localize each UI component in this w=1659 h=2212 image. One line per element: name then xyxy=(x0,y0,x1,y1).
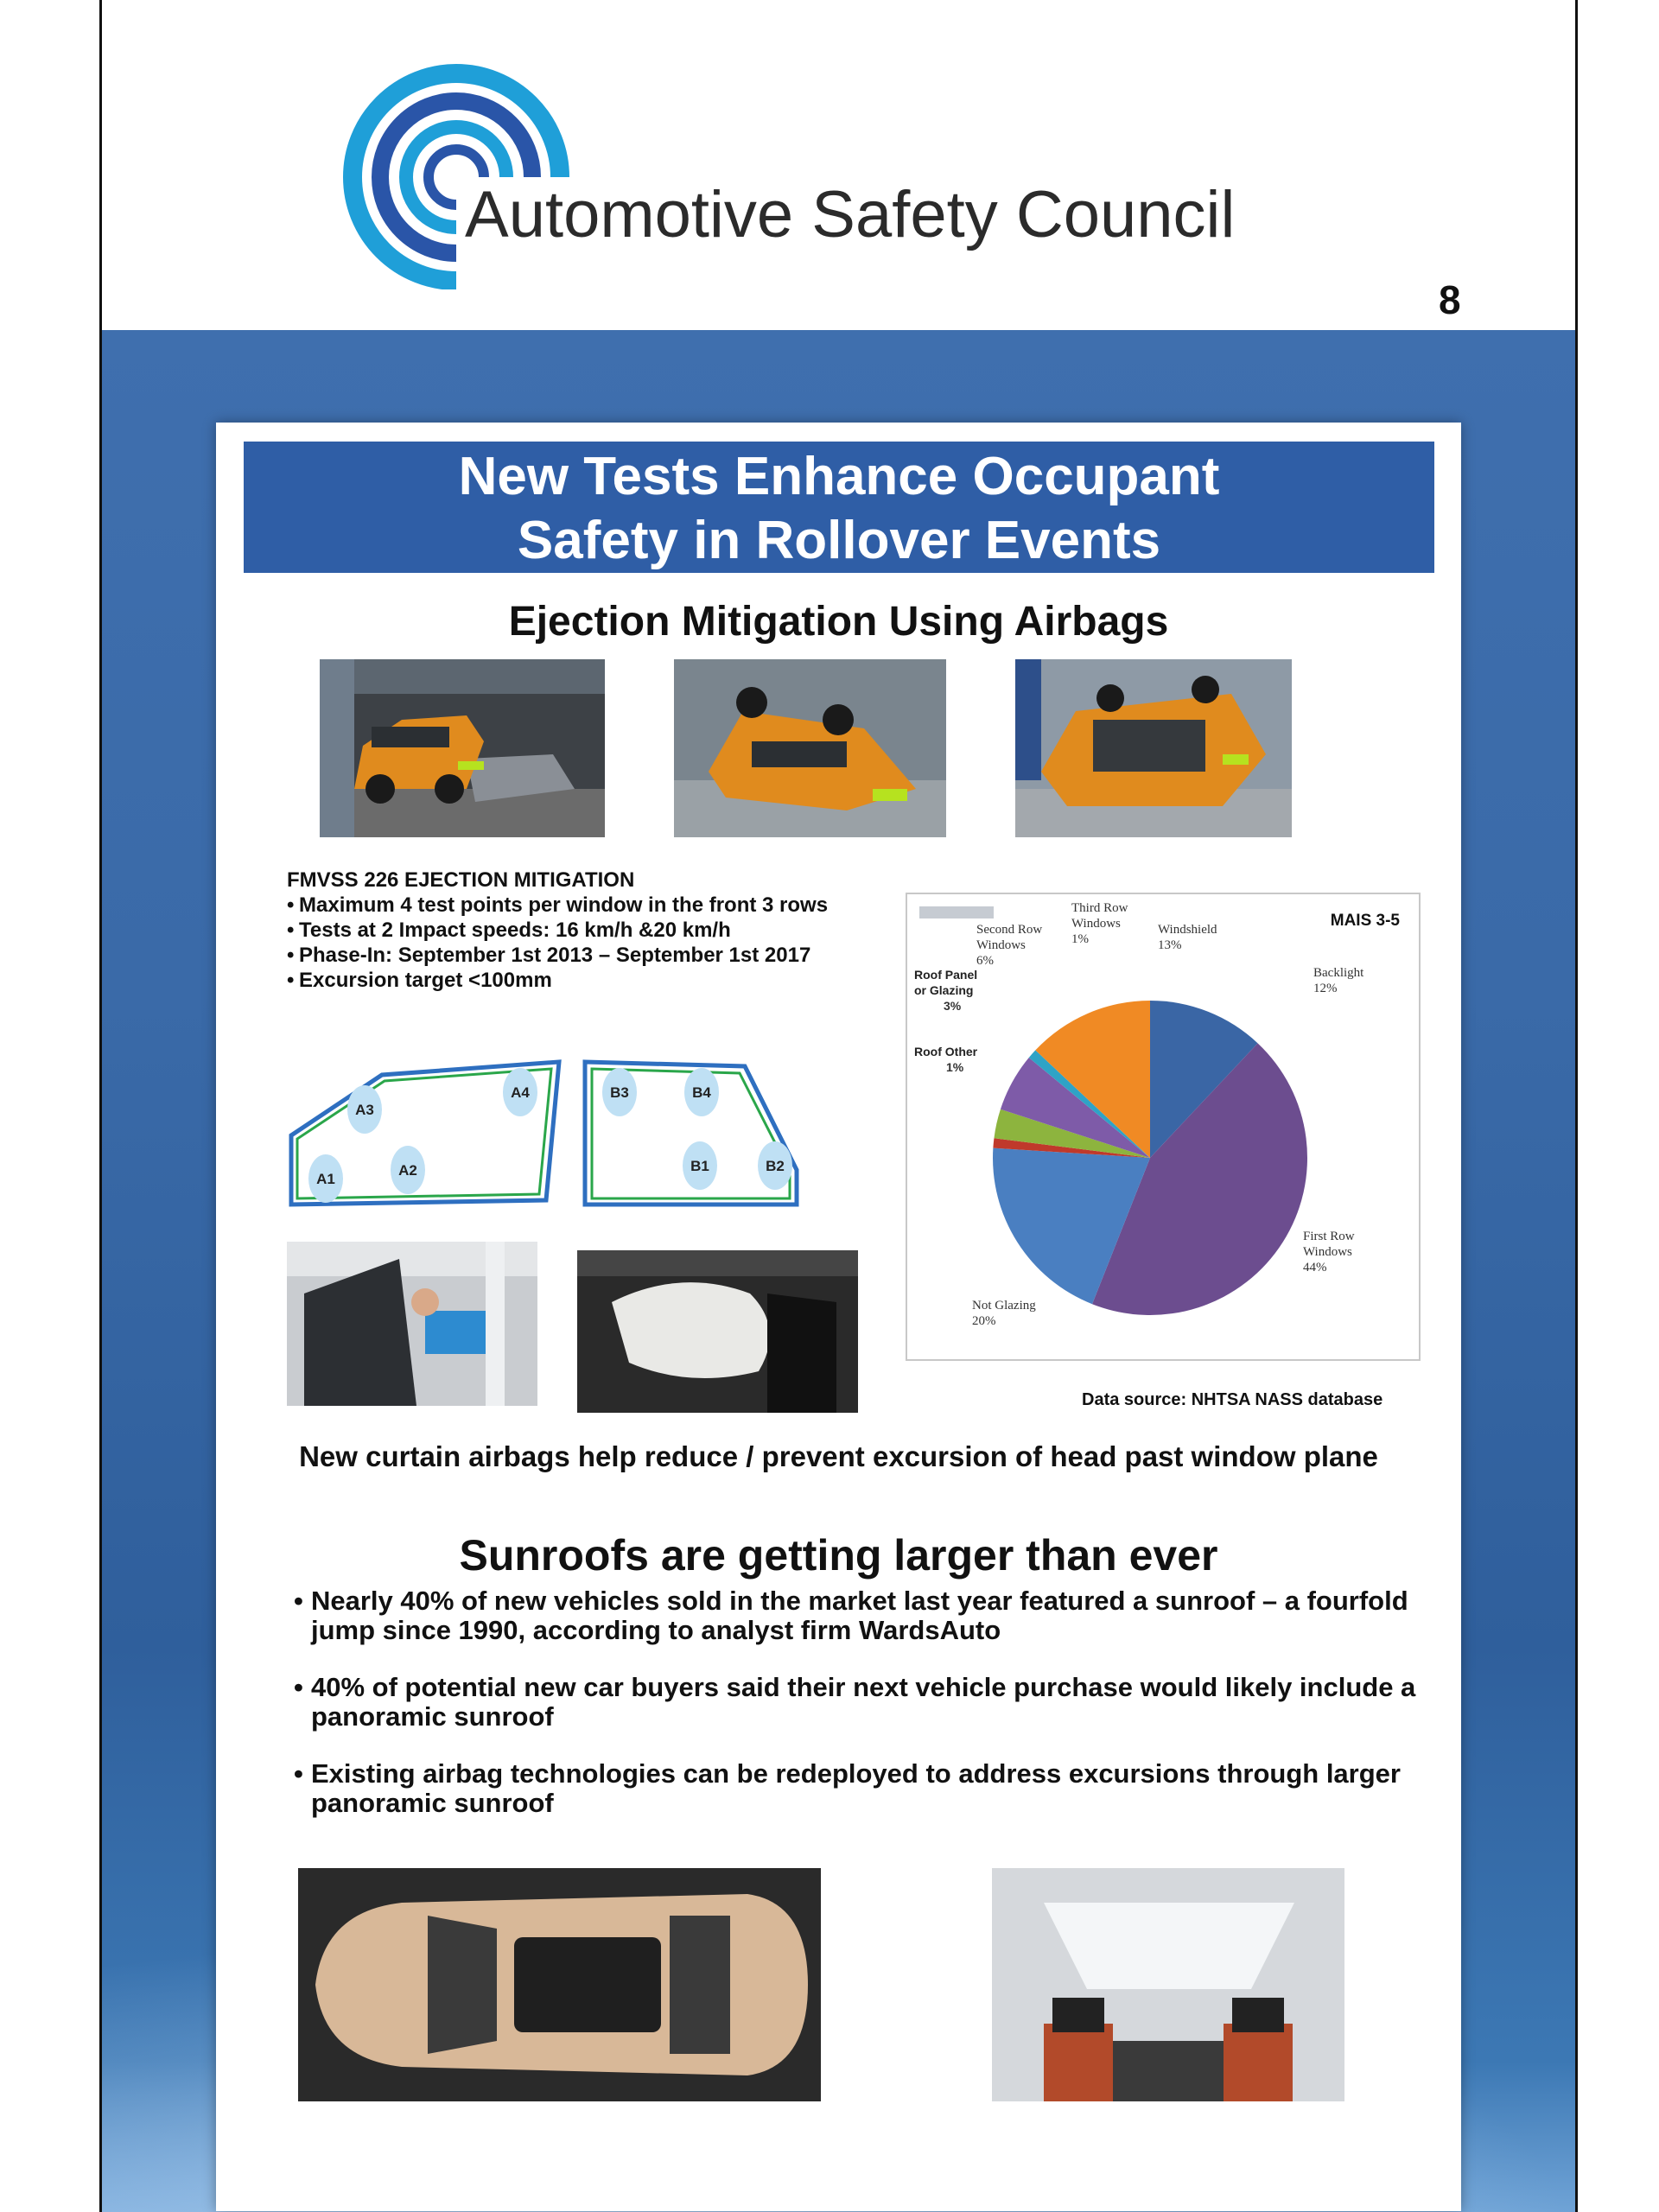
pie-label: 1% xyxy=(1071,932,1089,946)
point-label: B4 xyxy=(692,1084,711,1101)
chart-title: MAIS 3-5 xyxy=(1330,912,1400,930)
sunroof-bullet: • Existing airbag technologies can be redeployed to address excursions through larger panoramic sunroof xyxy=(294,1759,1417,1818)
sunroof-heading: Sunroofs are getting larger than ever xyxy=(459,1531,1218,1580)
point-label: B1 xyxy=(690,1158,709,1174)
car-topview-photo xyxy=(298,1868,821,2101)
spec-item: • Excursion target <100mm xyxy=(287,968,892,993)
pie-label: 3% xyxy=(944,999,962,1013)
logo-text: Automotive Safety Council xyxy=(465,178,1236,251)
pie-label: Windshield xyxy=(1158,923,1217,937)
pie-label: Not Glazing xyxy=(972,1299,1036,1313)
title-line-2: Safety in Rollover Events xyxy=(517,511,1161,570)
title-line-1: New Tests Enhance Occupant xyxy=(458,447,1220,506)
data-source: Data source: NHTSA NASS database xyxy=(1082,1390,1383,1409)
pie-label: Windows xyxy=(976,938,1026,952)
section-subtitle: Ejection Mitigation Using Airbags xyxy=(508,599,1169,645)
spec-item: • Maximum 4 test points per window in the front 3 rows xyxy=(287,893,892,918)
point-label: A2 xyxy=(398,1162,417,1179)
airbag-caption: New curtain airbags help reduce / prevent excursion of head past window plane xyxy=(299,1440,1378,1472)
pie-label: Backlight xyxy=(1313,966,1364,980)
sunroof-bullet: • Nearly 40% of new vehicles sold in the market last year featured a sunroof – a fourfold jump since 1990, according to analyst firm WardsAuto xyxy=(294,1586,1417,1645)
curtain-airbag-photo xyxy=(577,1250,858,1413)
window-test-points-diagram xyxy=(287,1040,874,1213)
chart-tag xyxy=(919,906,994,918)
pie-label: 44% xyxy=(1303,1261,1327,1274)
slide-card xyxy=(216,423,1461,2211)
car-interior-photo xyxy=(992,1868,1344,2101)
rollover-photo-1 xyxy=(320,659,605,837)
fmvss-spec xyxy=(287,868,892,993)
point-label: B3 xyxy=(610,1084,629,1101)
door-test-photo xyxy=(287,1242,537,1406)
point-label: A4 xyxy=(511,1084,530,1101)
pie-label: Windows xyxy=(1303,1245,1352,1259)
rollover-photo-3 xyxy=(1015,659,1292,837)
pie-label: Third Row xyxy=(1071,901,1128,915)
sunroof-bullet: • 40% of potential new car buyers said their next vehicle purchase would likely include a panoramic sunroof xyxy=(294,1673,1417,1732)
mais-pie-chart xyxy=(906,893,1421,1361)
pie-label: Second Row xyxy=(976,923,1043,937)
pie-label: 6% xyxy=(976,954,994,968)
page-frame xyxy=(99,0,1578,2212)
point-label: A1 xyxy=(316,1171,335,1187)
pie-label: 12% xyxy=(1313,982,1338,995)
page-number: 8 xyxy=(1439,277,1461,322)
pie-label: Windows xyxy=(1071,917,1121,931)
label-roof-other: Roof Other xyxy=(914,1045,978,1058)
pie-label: 20% xyxy=(972,1314,996,1328)
pie-label: 13% xyxy=(1158,938,1182,952)
pie-label: First Row xyxy=(1303,1230,1355,1243)
spec-list xyxy=(287,893,892,993)
asc-logo-icon xyxy=(327,48,586,289)
pie-label: 1% xyxy=(946,1060,964,1074)
label-roof-panel-2: or Glazing xyxy=(914,983,974,997)
label-roof-panel-1: Roof Panel xyxy=(914,968,978,982)
point-label: A3 xyxy=(355,1102,374,1118)
sunroof-bullets xyxy=(294,1586,1417,1846)
slide-title xyxy=(244,442,1434,573)
point-label: B2 xyxy=(766,1158,785,1174)
spec-item: • Tests at 2 Impact speeds: 16 km/h &20 km/h xyxy=(287,918,892,943)
spec-heading: FMVSS 226 EJECTION MITIGATION xyxy=(287,868,635,892)
spec-item: • Phase-In: September 1st 2013 – September 1st 2017 xyxy=(287,943,892,968)
rollover-photo-2 xyxy=(674,659,946,837)
